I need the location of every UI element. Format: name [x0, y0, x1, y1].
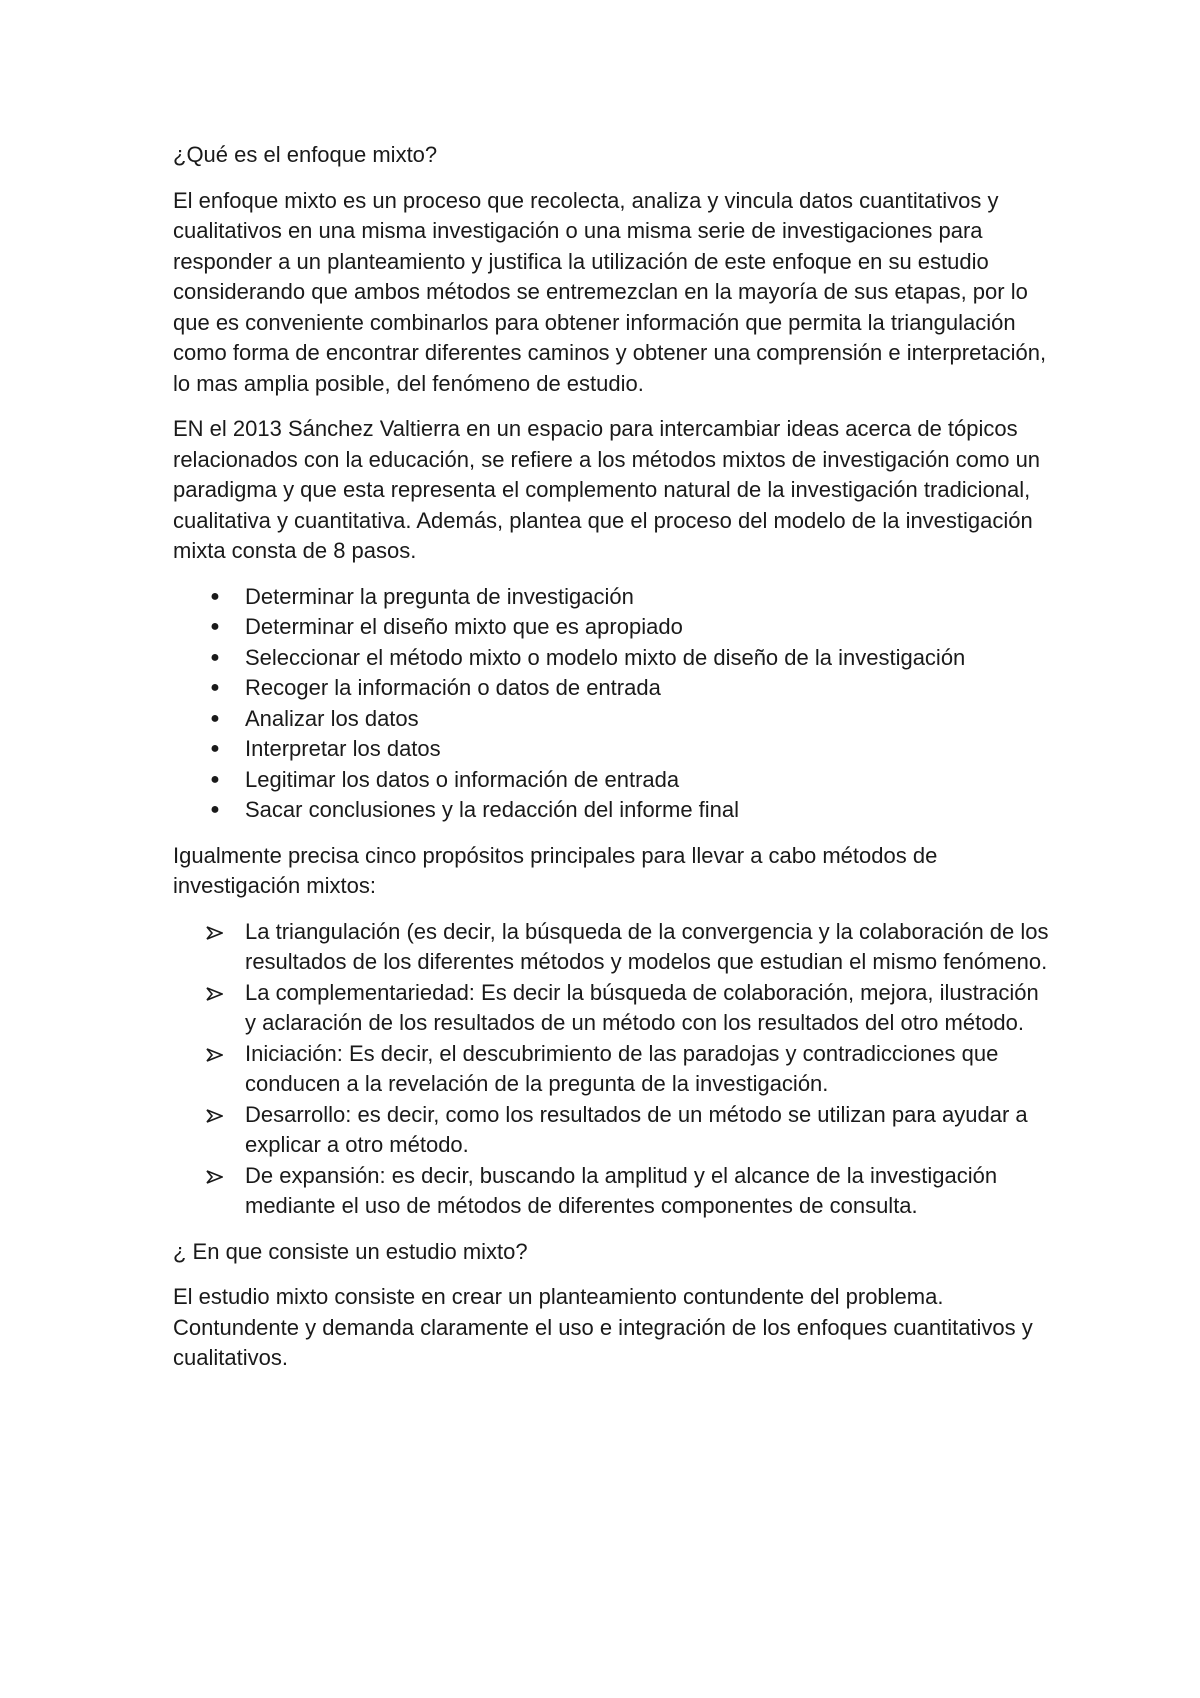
document-page	[173, 140, 1053, 1389]
purposes-list	[173, 917, 1053, 1222]
bullet-icon: ●	[210, 618, 220, 635]
list-item	[173, 917, 1053, 978]
list-item	[173, 643, 1053, 674]
paragraph-sanchez-valtierra: EN el 2013 Sánchez Valtierra en un espacio para intercambiar ideas acerca de tópicos relacionados con la educación, se refiere a los métodos mixtos de investigación como un paradigma y que esta representa el complemento natural de la investigación tradicional, cualitativa y cuantitativa. Además, plantea que el proceso del modelo de la investigación mixta consta de 8 pasos.	[173, 416, 1041, 563]
list-item	[173, 673, 1053, 704]
arrowhead-bullet-icon	[206, 1048, 223, 1062]
bullet-icon: ●	[210, 679, 220, 696]
step-text: Determinar la pregunta de investigación	[245, 583, 634, 609]
list-item	[173, 704, 1053, 735]
step-text: Interpretar los datos	[245, 736, 441, 761]
step-text: Sacar conclusiones y la redacción del informe final	[245, 797, 740, 822]
step-text: Recoger la información o datos de entrada	[245, 675, 661, 700]
arrowhead-bullet-icon	[206, 987, 223, 1001]
bullet-icon: ●	[210, 709, 220, 727]
list-item	[173, 612, 1053, 643]
list-item	[173, 978, 1053, 1039]
arrowhead-bullet-icon	[206, 926, 223, 940]
list-item	[173, 1039, 1053, 1100]
list-item	[173, 582, 1053, 613]
arrowhead-bullet-icon	[206, 1109, 223, 1123]
list-item	[173, 1100, 1053, 1161]
bullet-icon: ●	[210, 770, 220, 788]
list-item	[173, 734, 1053, 765]
step-text: Legitimar los datos o información de entrada	[245, 766, 680, 792]
purpose-text: La complementariedad: Es decir la búsqueda de colaboración, mejora, ilustración y aclaración de los resultados de un método con los resultados del otro método.	[245, 979, 1039, 1035]
step-text: Determinar el diseño mixto que es apropiado	[245, 614, 683, 639]
purpose-text: Iniciación: Es decir, el descubrimiento de las paradojas y contradicciones que conducen a la revelación de la pregunta de la investigación.	[245, 1040, 999, 1096]
steps-list	[173, 582, 1053, 826]
bullet-icon: ●	[210, 801, 220, 818]
step-text: Analizar los datos	[245, 705, 419, 731]
step-text: Seleccionar el método mixto o modelo mixto de diseño de la investigación	[245, 644, 966, 670]
heading-que-es-enfoque-mixto: ¿Qué es el enfoque mixto?	[173, 142, 438, 167]
purpose-text: De expansión: es decir, buscando la amplitud y el alcance de la investigación mediante el uso de métodos de diferentes componentes de consulta.	[245, 1162, 998, 1218]
heading-en-que-consiste: ¿ En que consiste un estudio mixto?	[173, 1238, 528, 1264]
paragraph-estudio-mixto: El estudio mixto consiste en crear un planteamiento contundente del problema. Contundente y demanda claramente el uso e integración de los enfoques cuantitativos y cualitativos.	[173, 1284, 1033, 1370]
bullet-icon: ●	[210, 648, 220, 666]
list-item	[173, 1161, 1053, 1222]
arrowhead-bullet-icon	[206, 1170, 223, 1184]
purpose-text: Desarrollo: es decir, como los resultados de un método se utilizan para ayudar a explicar a otro método.	[245, 1101, 1028, 1157]
list-item	[173, 765, 1053, 796]
bullet-icon: ●	[210, 740, 220, 757]
list-item	[173, 795, 1053, 826]
paragraph-propositos: Igualmente precisa cinco propósitos principales para llevar a cabo métodos de investigación mixtos:	[173, 842, 938, 898]
purpose-text: La triangulación (es decir, la búsqueda de la convergencia y la colaboración de los resultados de los diferentes métodos y modelos que estudian el mismo fenómeno.	[245, 918, 1049, 974]
paragraph-definition: El enfoque mixto es un proceso que recolecta, analiza y vincula datos cuantitativos y cualitativos en una misma investigación o una misma serie de investigaciones para responder a un planteamiento y justifica la utilización de este enfoque en su estudio considerando que ambos métodos se entremezclan en la mayoría de sus etapas, por lo que es conveniente combinarlos para obtener información que permita la triangulación como forma de encontrar diferentes caminos y obtener una comprensión e interpretación, lo mas amplia posible, del fenómeno de estudio.	[173, 187, 1047, 396]
bullet-icon: ●	[210, 587, 220, 605]
